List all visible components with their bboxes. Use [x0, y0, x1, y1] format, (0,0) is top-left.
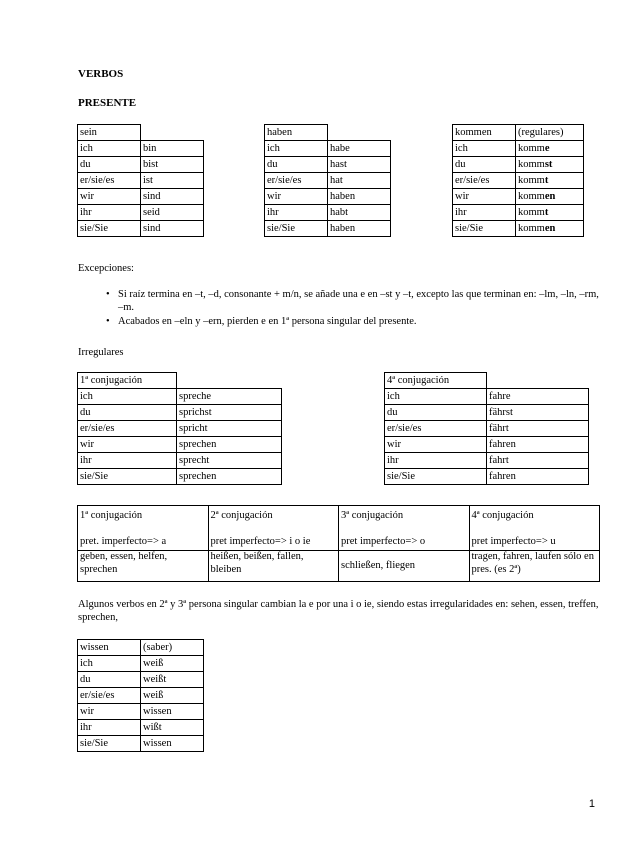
page-number: 1	[588, 798, 595, 810]
section-title-presente: PRESENTE	[78, 97, 137, 109]
table-sprechen	[77, 372, 282, 485]
group-name: 1ª conjugación	[80, 510, 143, 521]
list-item: • Si raíz termina en –t, –d, consonante + m/n, se añade una e en –st y –t, excepto las que terminan en: –lm, –ln, –rm, –m.	[106, 289, 599, 314]
group-name: 4ª conjugación	[471, 510, 534, 521]
table-kommen	[452, 124, 584, 237]
table-row: ihr seid	[78, 205, 204, 221]
table-row: du hast	[265, 157, 391, 173]
irregulares-label: Irregulares	[78, 347, 124, 358]
exceptions-list	[104, 288, 599, 329]
table-row: ich komme	[453, 141, 584, 157]
table-row: ich fahre	[385, 389, 589, 405]
table-row: du fährst	[385, 405, 589, 421]
table-header-note: (regulares)	[516, 125, 584, 141]
table-row: er/sie/es weiß	[78, 688, 204, 704]
table-row	[78, 506, 600, 551]
group-name: 2ª conjugación	[210, 510, 273, 521]
table-row: geben, essen, helfen, sprechen heißen, beißen, fallen, bleiben schließen, fliegen tragen, fahren, laufen sólo en pres. (es 2ª)	[78, 551, 600, 582]
table-row: sie/Sie wissen	[78, 736, 204, 752]
group-pret: pret imperfecto=> i o ie	[210, 535, 311, 547]
group-pret: pret imperfecto=> o	[341, 535, 426, 547]
table-haben	[264, 124, 391, 237]
table-row: sie/Sie fahren	[385, 469, 589, 485]
table-row: wir sprechen	[78, 437, 282, 453]
table-row: du weißt	[78, 672, 204, 688]
table-header: kommen	[453, 125, 516, 141]
table-row: wir kommen	[453, 189, 584, 205]
table-row: er/sie/es fährt	[385, 421, 589, 437]
table-header: sein	[78, 125, 141, 141]
table-row: du sprichst	[78, 405, 282, 421]
table-row: ihr sprecht	[78, 453, 282, 469]
bullet-icon: •	[106, 316, 110, 328]
table-row: er/sie/es ist	[78, 173, 204, 189]
table-header: wissen	[78, 640, 141, 656]
table-row: du kommst	[453, 157, 584, 173]
table-row: ihr kommt	[453, 205, 584, 221]
table-sein	[77, 124, 204, 237]
table-row: er/sie/es kommt	[453, 173, 584, 189]
table-wissen	[77, 639, 204, 752]
table-conjugation-groups	[77, 505, 600, 582]
table-row: ich spreche	[78, 389, 282, 405]
table-row: ihr habt	[265, 205, 391, 221]
table-header-note: (saber)	[141, 640, 204, 656]
table-row: ihr wißt	[78, 720, 204, 736]
note-paragraph: Algunos verbos en 2ª y 3ª persona singular cambian la e por una i o ie, siendo estas irregularidades en: sehen, essen, treffen, sprechen,	[78, 599, 599, 624]
table-fahren	[384, 372, 589, 485]
group-name: 3ª conjugación	[341, 510, 404, 521]
table-row: wir sind	[78, 189, 204, 205]
table-row: ich habe	[265, 141, 391, 157]
table-header: 4ª conjugación	[385, 373, 487, 389]
table-row: wir haben	[265, 189, 391, 205]
table-row: sie/Sie sind	[78, 221, 204, 237]
table-row: wir fahren	[385, 437, 589, 453]
table-row: ich bin	[78, 141, 204, 157]
page-title: VERBOS	[78, 68, 124, 80]
table-header: 1ª conjugación	[78, 373, 177, 389]
table-row: sie/Sie haben	[265, 221, 391, 237]
table-row: du bist	[78, 157, 204, 173]
table-row: sie/Sie sprechen	[78, 469, 282, 485]
list-item: • Acabados en –eln y –ern, pierden e en 1ª persona singular del presente.	[106, 316, 417, 328]
table-row: er/sie/es hat	[265, 173, 391, 189]
table-row: ihr fahrt	[385, 453, 589, 469]
table-row: ich weiß	[78, 656, 204, 672]
bullet-icon: •	[106, 289, 110, 300]
table-header: haben	[265, 125, 328, 141]
table-row: wir wissen	[78, 704, 204, 720]
group-pret: pret imperfecto=> u	[471, 535, 556, 547]
table-row: sie/Sie kommen	[453, 221, 584, 237]
group-pret: pret. imperfecto=> a	[80, 535, 167, 547]
excepciones-label: Excepciones:	[78, 263, 134, 274]
table-row: er/sie/es spricht	[78, 421, 282, 437]
